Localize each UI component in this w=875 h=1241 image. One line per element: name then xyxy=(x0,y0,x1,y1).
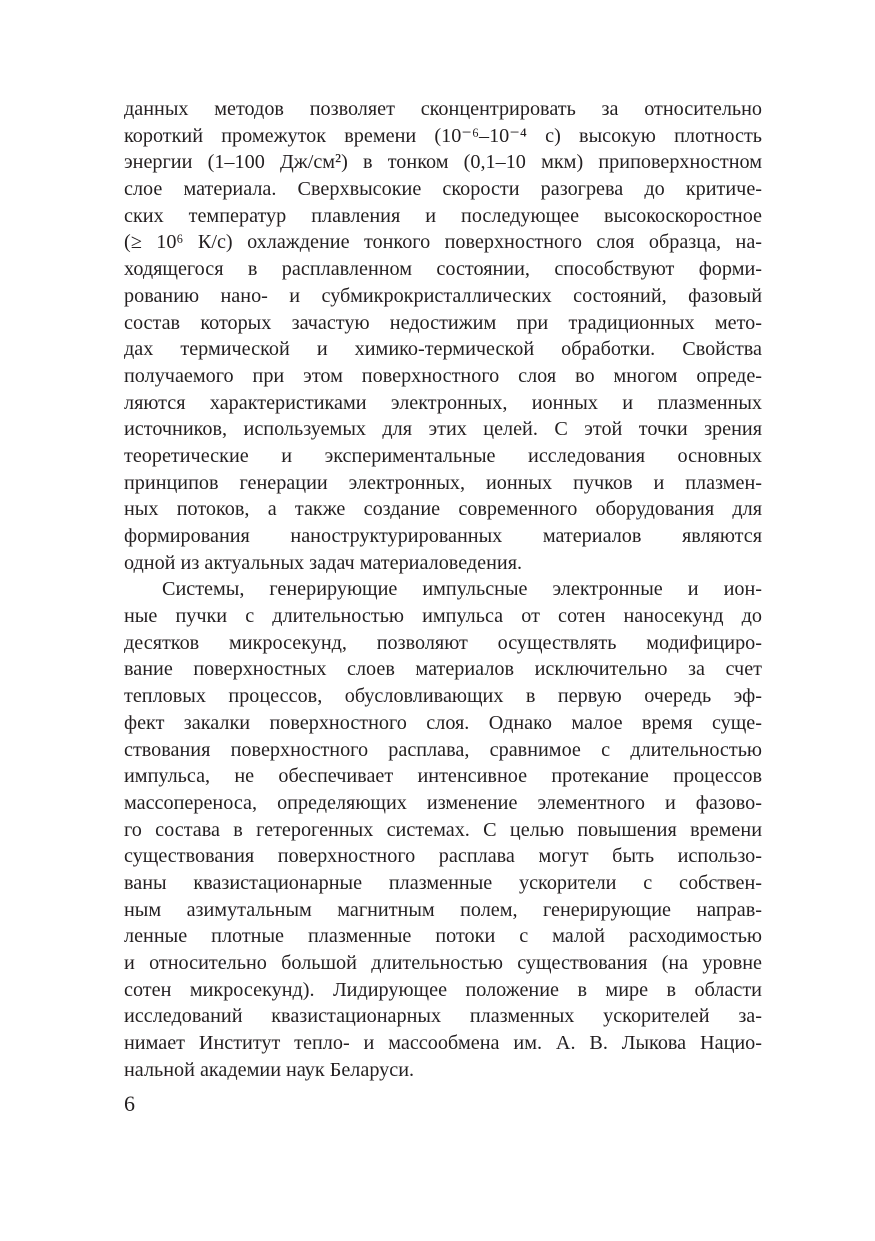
text-line: ные пучки с длительностью импульса от сотен наносекунд до xyxy=(124,605,762,628)
text-line: принципов генерации электронных, ионных пучков и плазмен- xyxy=(124,471,762,494)
text-line: исследований квазистационарных плазменных ускорителей за- xyxy=(124,1005,762,1028)
page-number: 6 xyxy=(124,1091,135,1116)
text-line: (≥ 10⁶ К/с) охлаждение тонкого поверхностного слоя образца, на- xyxy=(124,231,762,254)
text-line: ных потоков, а также создание современного оборудования для xyxy=(124,498,762,521)
text-line: нальной академии наук Беларуси. xyxy=(124,1058,415,1081)
text-line: слое материала. Сверхвысокие скорости разогрева до критиче- xyxy=(124,178,762,201)
paragraph-1 xyxy=(124,96,762,576)
text-line: источников, используемых для этих целей. С этой точки зрения xyxy=(124,418,762,441)
text-line: состав которых зачастую недостижим при традиционных мето- xyxy=(124,311,762,334)
text-line: ствования поверхностного расплава, сравнимое с длительностью xyxy=(124,738,762,761)
text-line: ских температур плавления и последующее высокоскоростное xyxy=(124,204,762,227)
text-line: фект закалки поверхностного слоя. Однако малое время суще- xyxy=(124,711,762,734)
text-line: рованию нано- и субмикрокристаллических состояний, фазовый xyxy=(124,284,762,307)
paragraph-2 xyxy=(124,576,762,1083)
text-line: формирования наноструктурированных материалов являются xyxy=(124,525,762,547)
text-line: нимает Институт тепло- и массообмена им. А. В. Лыкова Нацио- xyxy=(124,1032,762,1055)
text-line: короткий промежуток времени (10⁻⁶–10⁻⁴ с) высокую плотность xyxy=(124,124,762,147)
text-line: данных методов позволяет сконцентрировать за относительно xyxy=(124,98,762,120)
text-line: дах термической и химико-термической обработки. Свойства xyxy=(124,338,762,361)
text-line: Системы, генерирующие импульсные электронные и ион- xyxy=(162,578,762,601)
text-line: ваны квазистационарные плазменные ускорители с собствен- xyxy=(124,871,762,894)
text-line: энергии (1–100 Дж/см²) в тонком (0,1–10 мкм) приповерхностном xyxy=(124,151,762,174)
text-line: получаемого при этом поверхностного слоя во многом опреде- xyxy=(124,364,762,387)
text-line: и относительно большой длительностью существования (на уровне xyxy=(124,952,762,974)
text-line: ным азимутальным магнитным полем, генерирующие направ- xyxy=(124,898,762,921)
text-line: тепловых процессов, обусловливающих в первую очередь эф- xyxy=(124,685,762,708)
text-line: существования поверхностного расплава могут быть использо- xyxy=(124,845,762,868)
text-line: ленные плотные плазменные потоки с малой расходимостью xyxy=(124,925,762,948)
text-line: одной из актуальных задач материаловедения. xyxy=(124,551,523,574)
page-body xyxy=(124,96,762,1083)
text-line: ходящегося в расплавленном состоянии, способствуют форми- xyxy=(124,258,762,281)
text-line: десятков микросекунд, позволяют осуществлять модифициро- xyxy=(124,631,762,654)
text-line: массопереноса, определяющих изменение элементного и фазово- xyxy=(124,791,762,814)
text-line: ляются характеристиками электронных, ионных и плазменных xyxy=(124,391,762,414)
text-line: го состава в гетерогенных системах. С целью повышения времени xyxy=(124,818,762,841)
text-line: теоретические и экспериментальные исследования основных xyxy=(124,444,762,467)
text-line: сотен микросекунд). Лидирующее положение в мире в области xyxy=(124,978,762,1001)
text-line: вание поверхностных слоев материалов исключительно за счет xyxy=(124,658,762,681)
text-line: импульса, не обеспечивает интенсивное протекание процессов xyxy=(124,765,762,788)
